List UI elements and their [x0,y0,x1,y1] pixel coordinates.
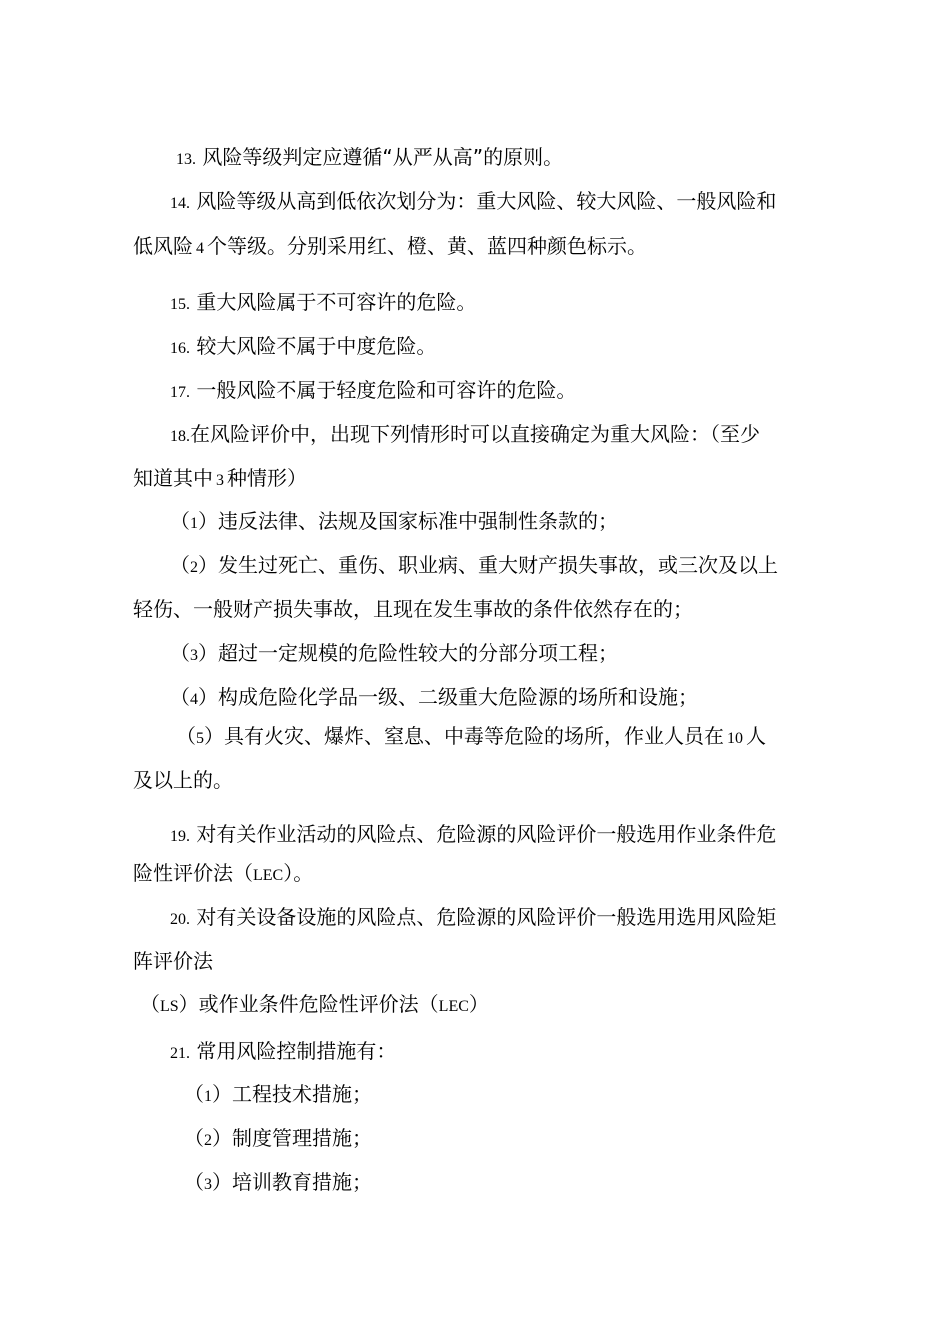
item-number: 14. [170,195,190,212]
sub-number: 3 [190,647,198,664]
sub-text: 轻伤、一般财产损失事故，且现在发生事故的条件依然存在的； [133,597,693,621]
method-code: LEC [438,998,469,1015]
item-18-line-2 [133,465,307,494]
item-18-sub-4: （4）构成危险化学品一级、二级重大危险源的场所和设施； [170,685,698,709]
sub-number: 3 [204,1176,212,1193]
item-21-sub-3: （3）培训教育措施； [184,1170,372,1194]
sub-number: 5 [196,730,204,747]
method-code: LS [160,998,179,1015]
sub-text: 违反法律、法规及国家标准中强制性条款的； [218,509,618,533]
item-number: 16. [170,340,190,357]
sub-number: 1 [190,515,198,532]
item-14-line-1 [170,188,776,217]
item-number: 15. [170,296,190,313]
sub-number: 2 [190,559,198,576]
item-text: 一般风险不属于轻度危险和可容许的危险。 [196,378,577,402]
sub-text: 构成危险化学品一级、二级重大危险源的场所和设施； [218,685,698,709]
item-text: 种情形） [227,466,307,490]
sub-text: 人 [746,724,766,748]
item-text: 重大风险属于不可容许的危险。 [196,290,477,314]
item-text: ）。 [283,861,314,885]
item-15 [170,289,476,318]
item-text: 较大风险不属于中度危险。 [196,334,437,358]
level-count: 4 [196,240,204,257]
item-19-line-1 [170,821,776,850]
item-number: 17. [170,384,190,401]
item-number: 21. [170,1045,190,1062]
item-text: 风险等级从高到低依次划分为：重大风险、较大风险、一般风险和 [196,189,777,213]
item-20-line-2 [133,948,213,974]
sub-text: 工程技术措施； [232,1082,372,1106]
item-text: 风险等级判定应遵循“从严从高”的原则。 [202,145,564,169]
item-text: ）或作业条件危险性评价法（ [178,992,439,1016]
item-18-sub-5-line-1: （5）具有火灾、爆炸、窒息、中毒等危险的场所，作业人员在 10 人 [176,724,766,748]
item-17 [170,377,576,406]
sub-text: 发生过死亡、重伤、职业病、重大财产损失事故，或三次及以上 [218,553,778,577]
item-20-line-3: （LS）或作业条件危险性评价法（LEC） [140,992,489,1016]
item-text: 知道其中 [133,466,213,490]
item-21-sub-1: （1）工程技术措施； [184,1082,372,1106]
item-text: 个等级。分别采用红、橙、黄、蓝四种颜色标示。 [207,234,647,258]
item-16 [170,333,436,362]
item-14-line-2 [133,233,647,262]
item-text: 险性评价法（ [133,861,253,885]
item-text: 对有关作业活动的风险点、危险源的风险评价一般选用作业条件危 [196,822,777,846]
item-18-sub-5-line-2 [133,767,233,793]
sub-number: 2 [204,1132,212,1149]
item-text: 低风险 [133,234,193,258]
sub-text: 制度管理措施； [232,1126,372,1150]
sub-text: 超过一定规模的危险性较大的分部分项工程； [218,641,618,665]
sub-text: 具有火灾、爆炸、窒息、中毒等危险的场所，作业人员在 [224,724,724,748]
item-text: 常用风险控制措施有： [196,1039,397,1063]
situation-count: 3 [216,472,224,489]
item-20-line-1 [170,904,776,933]
item-number: 13. [176,151,196,168]
item-text: 在风险评价中，出现下列情形时可以直接确定为重大风险：（至少 [190,422,760,446]
method-code: LEC [253,867,284,884]
item-18-line-1 [170,421,760,450]
item-21 [170,1038,396,1067]
item-text: 阵评价法 [133,949,213,973]
sub-number: 4 [190,691,198,708]
item-18-sub-1: （1）违反法律、法规及国家标准中强制性条款的； [170,509,618,533]
item-18-sub-2-line-1: （2）发生过死亡、重伤、职业病、重大财产损失事故，或三次及以上 [170,553,778,577]
worker-count: 10 [727,730,743,747]
item-text: 对有关设备设施的风险点、危险源的风险评价一般选用选用风险矩 [196,905,777,929]
item-number: 18. [170,428,190,445]
item-18-sub-2-line-2 [133,596,693,622]
sub-text: 及以上的。 [133,768,233,792]
item-21-sub-2: （2）制度管理措施； [184,1126,372,1150]
sub-text: 培训教育措施； [232,1170,372,1194]
item-number: 20. [170,911,190,928]
item-18-sub-3: （3）超过一定规模的危险性较大的分部分项工程； [170,641,618,665]
sub-number: 1 [204,1088,212,1105]
item-number: 19. [170,828,190,845]
item-19-line-2 [133,860,313,889]
item-13 [176,144,563,173]
